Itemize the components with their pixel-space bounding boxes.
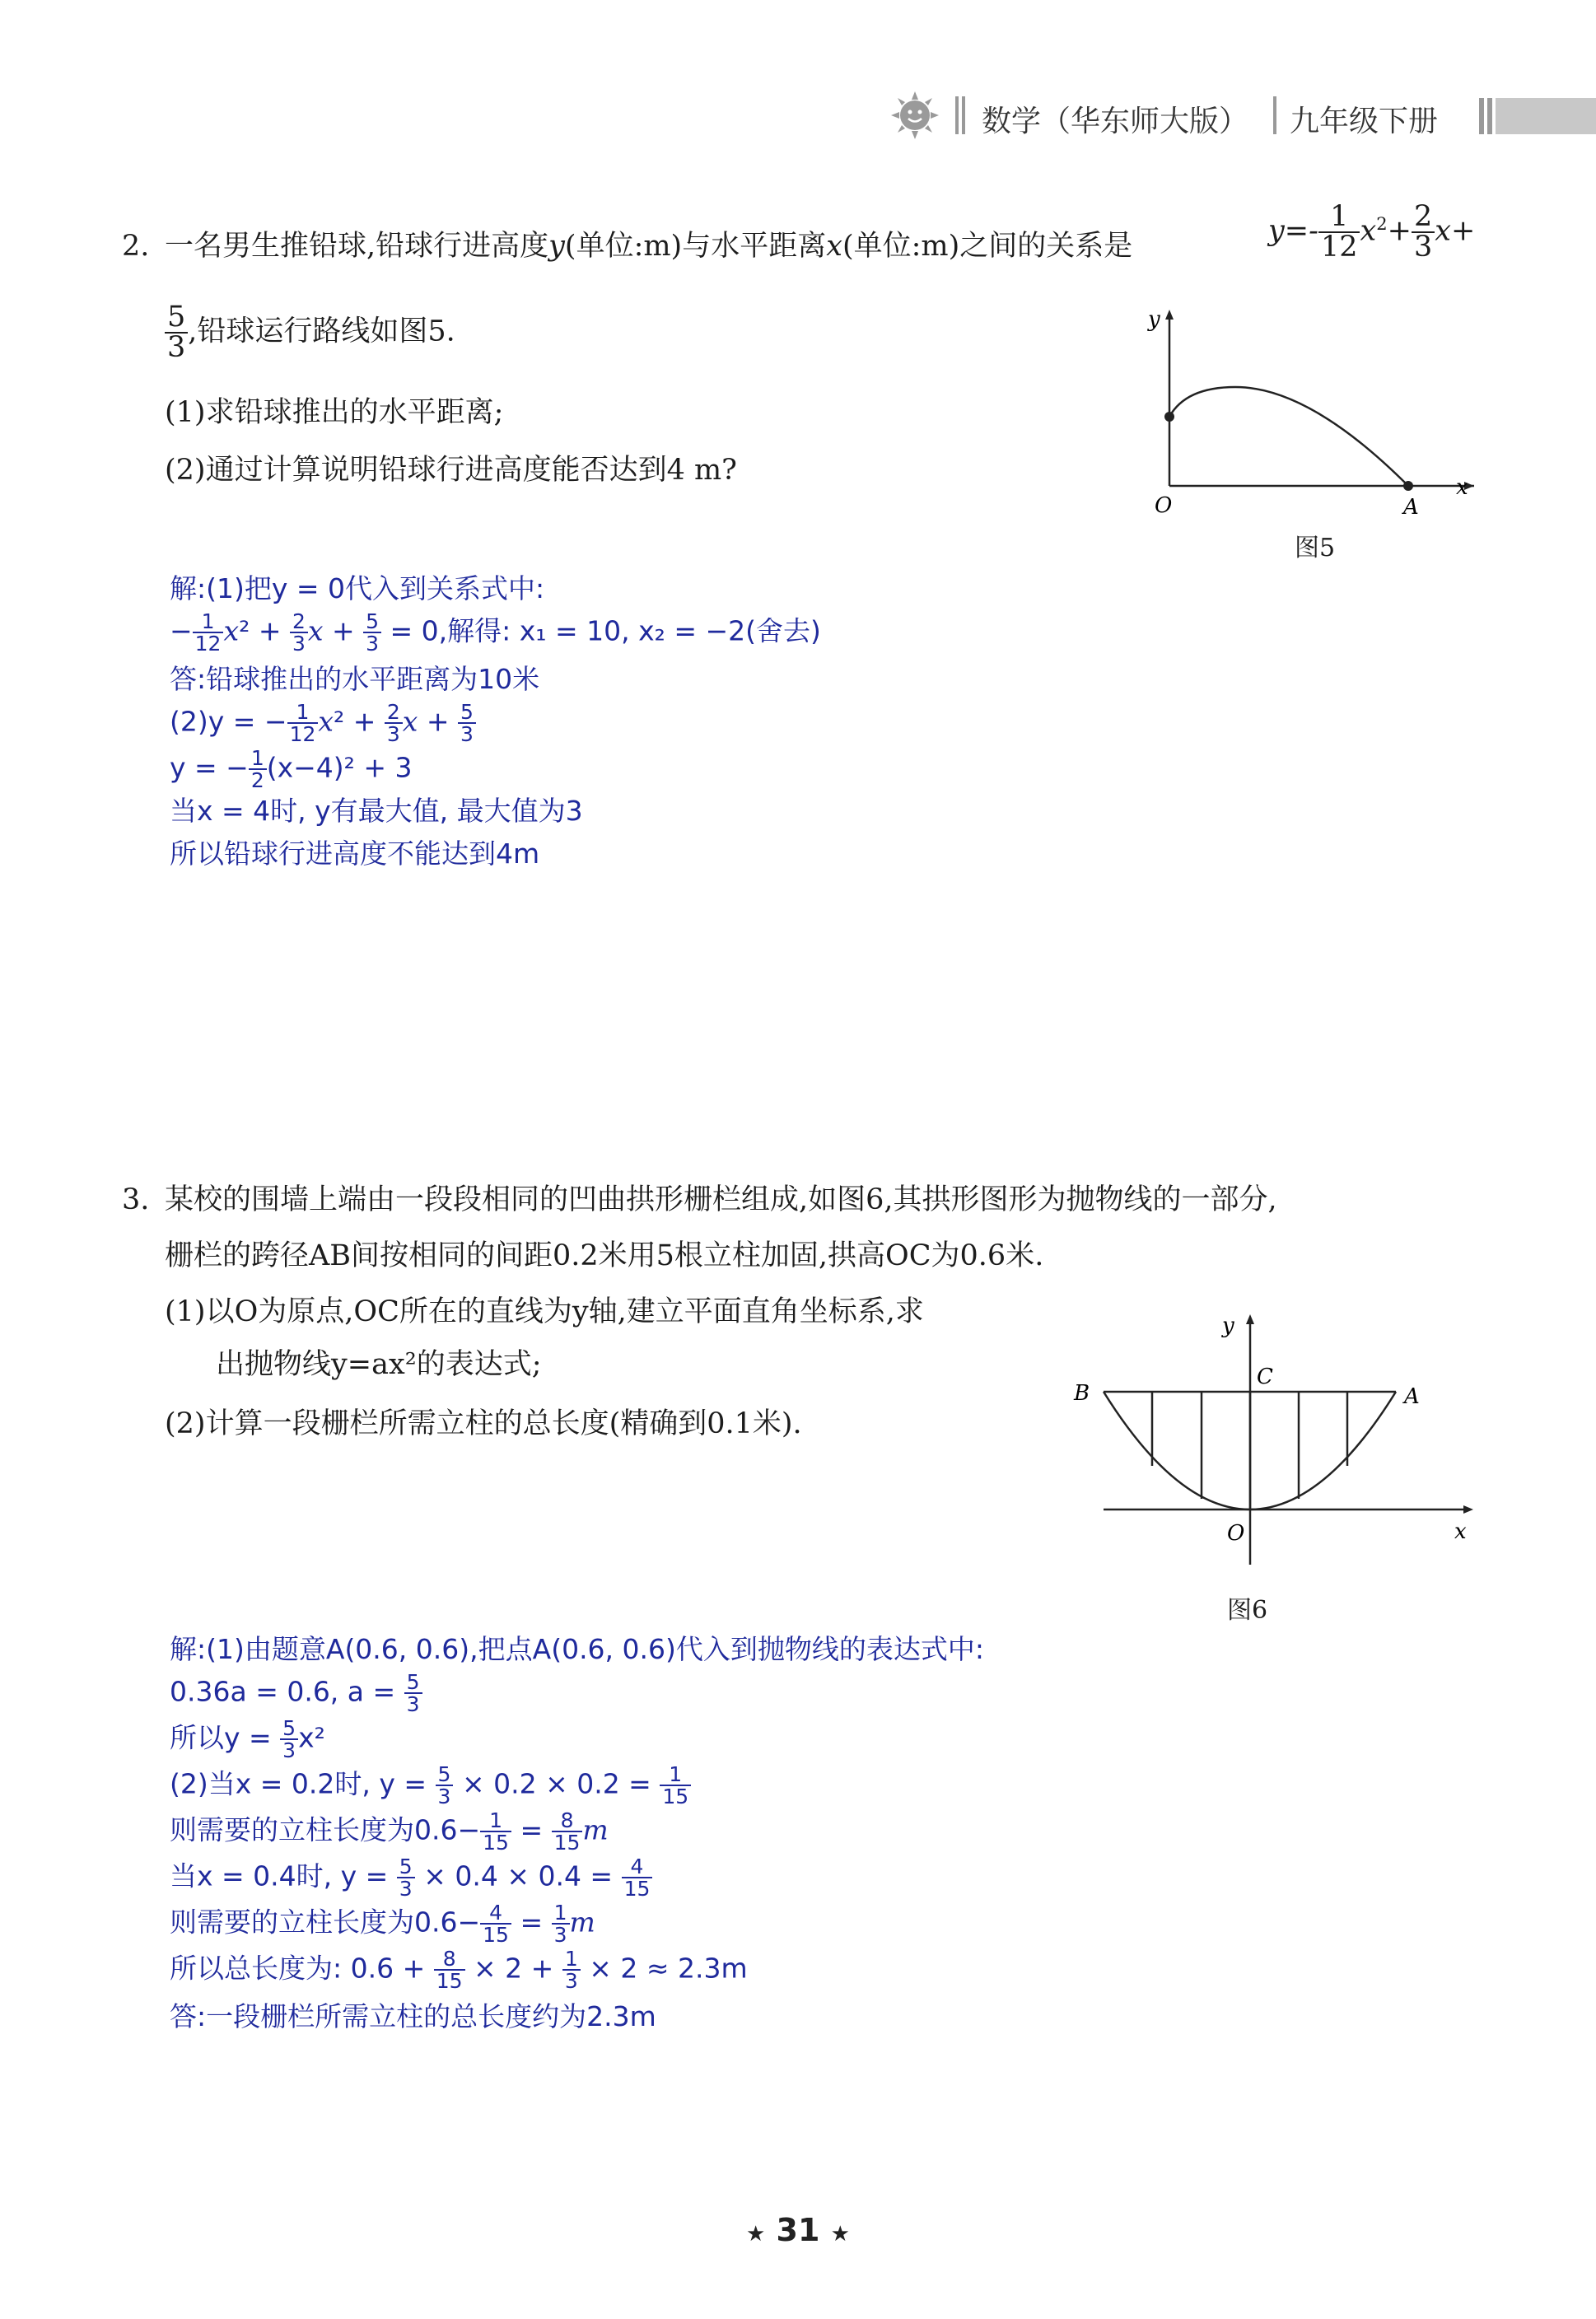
q2-subquestion-2: (2)通过计算说明铅球行进高度能否达到4 m? (165, 454, 737, 487)
q2-solution-line1: 解:(1)把y = 0代入到关系式中: (170, 572, 545, 604)
q3-number: 3. (122, 1183, 150, 1216)
q3-solution-line8: 所以总长度为: 0.6 + $\frac{8}{15}$ × 2 + $\frac{1}{3}$ × 2 ≈ 2.3m (170, 1947, 748, 1993)
q2-number: 2. (122, 230, 150, 263)
origin-label: O (1227, 1521, 1245, 1546)
q3-stem-line1: 某校的围墙上端由一段段相同的凹曲拱形栅栏组成,如图6,其拱形图形为抛物线的一部分, (165, 1183, 1277, 1216)
q3-subquestion-1a: (1)以O为原点,OC所在的直线为y轴,建立平面直角坐标系,求 (165, 1295, 924, 1328)
header-divider (955, 96, 959, 134)
q3-stem-line2: 栅栏的跨径AB间按相同的间距0.2米用5根立柱加固,拱高OC为0.6米. (165, 1239, 1044, 1272)
q2-subquestion-1: (1)求铅球推出的水平距离; (165, 396, 504, 429)
q2-solution-line3: 答:铅球推出的水平距离为10米 (170, 663, 540, 695)
header-grey-band (1479, 98, 1596, 134)
figure-5-shot-put-graph (1136, 296, 1482, 560)
star-icon: ★ (830, 2222, 850, 2247)
point-a-label: A (1404, 1384, 1420, 1409)
q3-subquestion-2: (2)计算一段栅栏所需立柱的总长度(精确到0.1米). (165, 1407, 802, 1440)
header-grade: 九年级下册 (1290, 105, 1439, 138)
q3-solution-line9: 答:一段栅栏所需立柱的总长度约为2.3m (170, 2000, 656, 2032)
figure-6-fence-graph (1071, 1301, 1482, 1565)
q2-solution-line7: 所以铅球行进高度不能达到4m (170, 838, 540, 870)
star-icon: ★ (746, 2222, 766, 2247)
point-a-label: A (1403, 495, 1419, 520)
q2-stem-line1: 一名男生推铅球,铅球行进高度y(单位:m)与水平距离x(单位:m)之间的关系是 (165, 230, 1133, 263)
q2-stem-line2: $\frac{5}{3}$ ,铅球运行路线如图5. (165, 303, 455, 362)
q2-solution-line5: y = − $\frac{1}{2}$ (x−4)² + 3 (170, 746, 413, 792)
q3-solution-line3: 所以y = $\frac{5}{3}$ x² (170, 1716, 325, 1762)
q3-solution-line1: 解:(1)由题意A(0.6, 0.6),把点A(0.6, 0.6)代入到抛物线的表达式中: (170, 1633, 985, 1665)
q3-solution-line5: 则需要的立柱长度为0.6− $\frac{1}{15}$ = $\frac{8}{15}$ m (170, 1808, 609, 1855)
figure-5-caption: 图5 (1295, 534, 1336, 562)
q3-solution-line7: 则需要的立柱长度为0.6− $\frac{4}{15}$ = $\frac{1}{3}$ m (170, 1901, 595, 1947)
origin-label: O (1155, 493, 1173, 518)
q2-equation: y=- $\frac{1}{12}$ $x^2+$ $\frac{2}{3}$ x+ (1268, 200, 1476, 264)
point-c-label: C (1257, 1365, 1273, 1389)
point-b-label: B (1074, 1381, 1090, 1406)
q3-solution-line2: 0.36a = 0.6, a = $\frac{5}{3}$ (170, 1672, 422, 1715)
axis-label-x: x (1454, 1519, 1467, 1544)
q2-solution-line6: 当x = 4时, y有最大值, 最大值为3 (170, 795, 583, 827)
q3-solution-line6: 当x = 0.4时, y = $\frac{5}{3}$ × 0.4 × 0.4 = $\frac{4}{15}$ (170, 1856, 652, 1899)
header-divider (962, 96, 965, 134)
axis-label-y: y (1148, 307, 1160, 332)
axis-label-y: y (1222, 1313, 1234, 1338)
header-divider (1273, 96, 1276, 134)
smiling-sun-icon (889, 90, 940, 141)
header-subject: 数学（华东师大版） (982, 105, 1249, 138)
figure-6-caption: 图6 (1227, 1596, 1268, 1625)
axis-label-x: x (1456, 475, 1468, 500)
q3-subquestion-1b: 出抛物线y=ax²的表达式; (216, 1348, 542, 1381)
q3-solution-line4: (2)当x = 0.2时, y = $\frac{5}{3}$ × 0.2 × 0.2 = $\frac{1}{15}$ (170, 1764, 691, 1807)
page-header (889, 86, 1596, 144)
trajectory-curve (1169, 387, 1408, 486)
page-number: ★ 31 ★ (746, 2212, 850, 2248)
q2-solution-line4: (2)y = − $\frac{1}{12}$ x² + $\frac{2}{3}$ x + $\frac{5}{3}$ (170, 702, 476, 744)
q2-solution-line2: − $\frac{1}{12}$ x² + $\frac{2}{3}$ x + $\frac{5}{3}$ = 0,解得: x₁ = 10, x₂ = −2(舍去) (170, 609, 821, 656)
